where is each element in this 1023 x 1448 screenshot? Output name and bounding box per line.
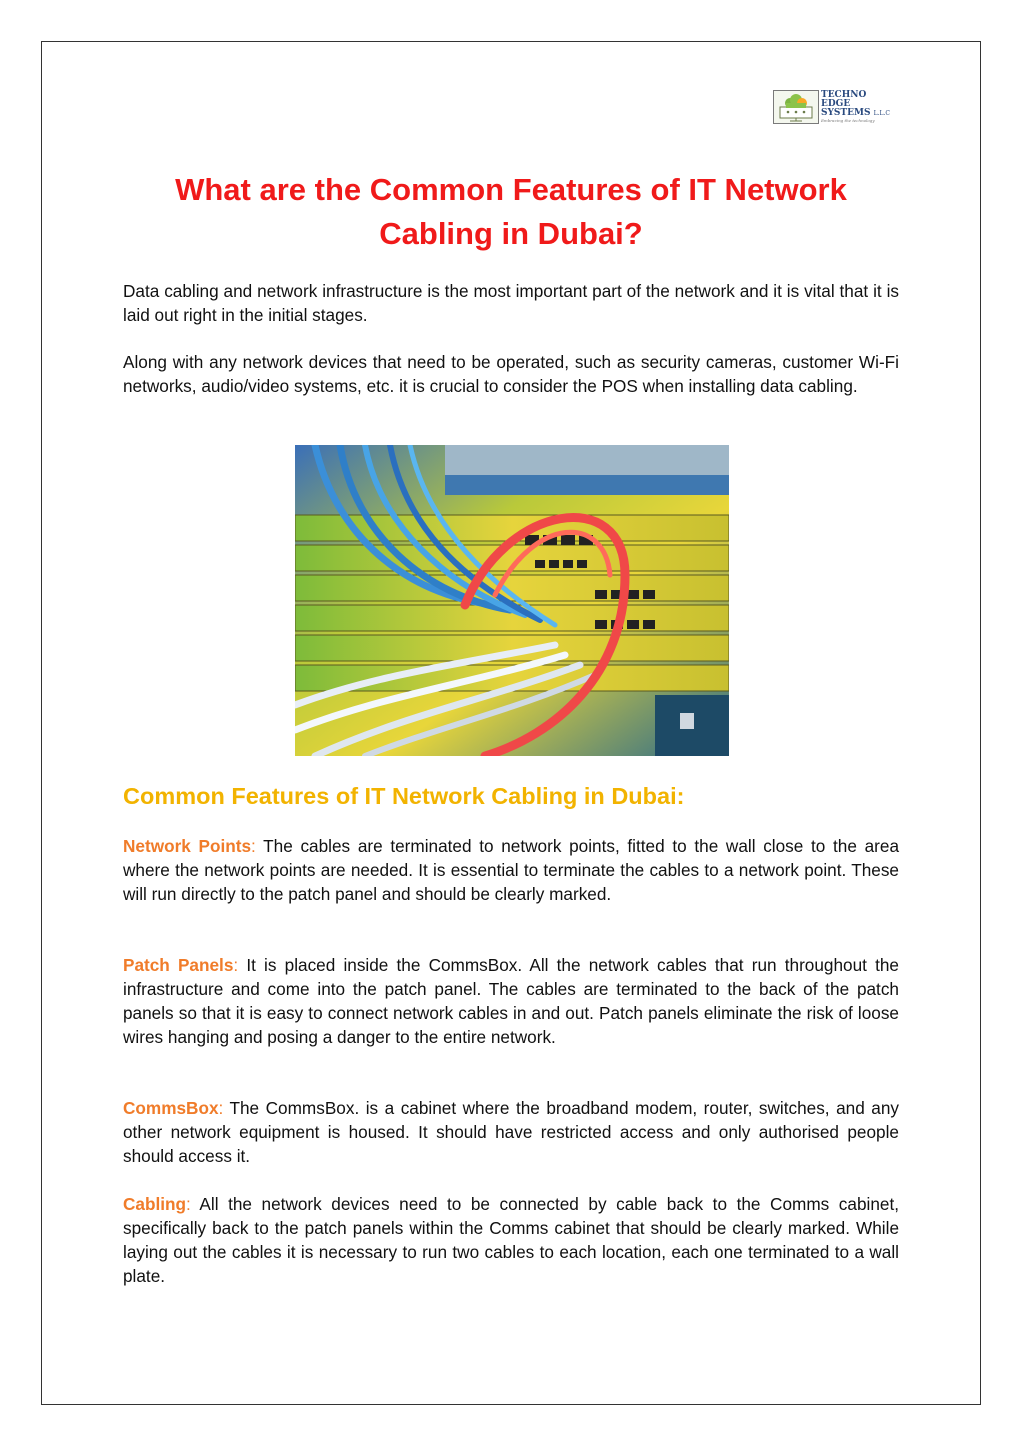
feature-text: The cables are terminated to network points, fitted to the wall close to the area where the network points are needed. It is essential to terminate the cables to a network point. These will run directly to the patch panel and should be clearly marked. [123,836,899,904]
feature-separator: : [218,1098,224,1118]
logo-cloud-monitor-icon [773,90,819,124]
feature-commsbox [123,1096,899,1168]
logo-tagline: Embracing the technology [821,118,875,123]
patch-panel-illustration [295,445,729,756]
feature-separator: : [251,836,256,856]
feature-separator: : [186,1194,191,1214]
feature-separator: : [233,955,239,975]
feature-term: Patch Panels [123,955,234,975]
feature-network-points [123,834,899,906]
feature-text: All the network devices need to be connected by cable back to the Comms cabinet, specifically back to the patch panels within the Comms cabinet that should be clearly marked. While laying out the cables it is necessary to run two cables to each location, each one terminated to a wall plate. [123,1194,899,1286]
logo-line-3: SYSTEMS L.L.C [821,108,890,118]
network-cabling-photo [295,445,729,756]
intro-paragraph-1: Data cabling and network infrastructure is the most important part of the network and it is vital that it is laid out right in the initial stages. [123,281,899,325]
logo-suffix: L.L.C [873,110,890,117]
company-logo [773,90,903,126]
logo-wordmark [821,91,890,118]
feature-term: Network Points [123,836,252,856]
section-heading: Common Features of IT Network Cabling in Dubai: [123,783,685,809]
feature-patch-panels [123,953,899,1049]
feature-term: Cabling [123,1194,187,1214]
logo-line-1: TECHNO [821,90,867,100]
feature-cabling [123,1192,899,1288]
logo-line-2: EDGE [821,99,851,109]
feature-text: It is placed inside the CommsBox. All the network cables that run throughout the infrastructure and come into the patch panel. The cables are terminated to the back of the patch panels so that it is easy to connect network cables in and out. Patch panels eliminate the risk of loose wires hanging and posing a danger to the entire network. [123,955,899,1047]
feature-text: The CommsBox. is a cabinet where the broadband modem, router, switches, and any other network equipment is housed. It should have restricted access and only authorised people should access it. [123,1098,899,1166]
intro-paragraph-2: Along with any network devices that need to be operated, such as security cameras, customer Wi-Fi networks, audio/video systems, etc. it is crucial to consider the POS when installing data cabling. [123,352,899,396]
feature-term: CommsBox [123,1098,219,1118]
page-title: What are the Common Features of IT Network Cabling in Dubai? [175,172,847,251]
